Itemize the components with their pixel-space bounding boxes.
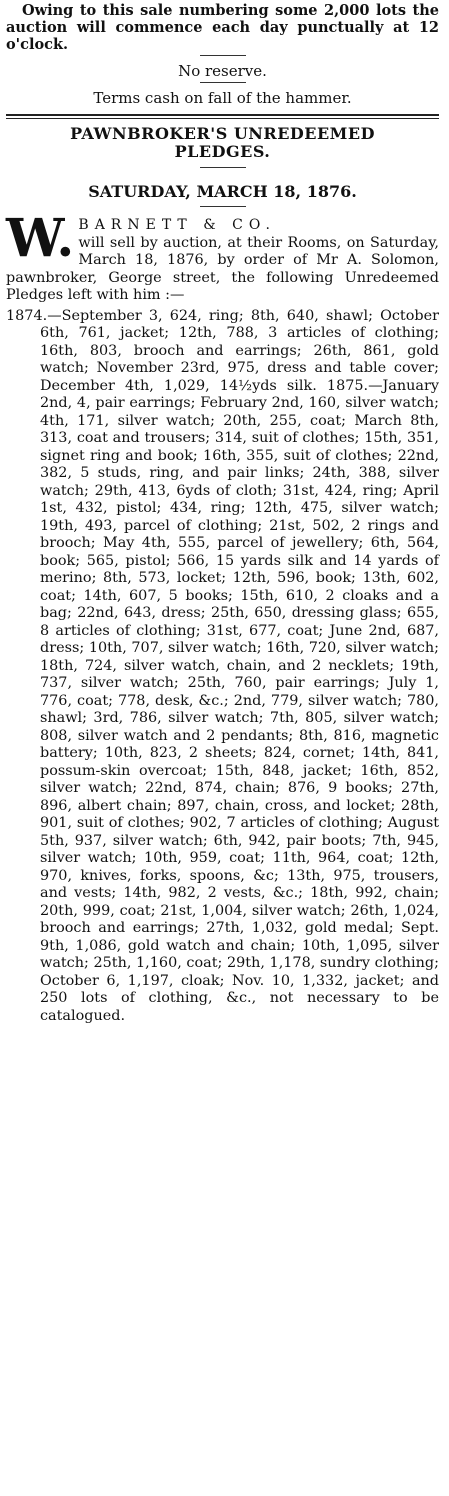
dropcap-letter: W. <box>6 208 75 269</box>
short-rule-4 <box>200 206 246 207</box>
lead-text: will sell by auction, at their Rooms, on Saturday, March 18, 1876, by order of Mr A. Solomon, pawnbroker, George street, the following Unredeemed Pledges left with him :— <box>6 234 439 303</box>
terms-line: Terms cash on fall of the hammer. <box>93 89 352 107</box>
lead-paragraph <box>6 208 439 305</box>
short-rule-1 <box>200 55 246 56</box>
short-rule-3 <box>200 167 246 168</box>
section-rule-thin <box>6 118 439 119</box>
intro-paragraph: Owing to this sale numbering some 2,000 lots the auction will commence each day punctually at 12 o'clock. <box>6 2 439 53</box>
sale-date-heading: SATURDAY, MARCH 18, 1876. <box>88 182 357 201</box>
section-rule-thick <box>6 114 439 116</box>
short-rule-2 <box>200 82 246 83</box>
pledge-list: 1874.—September 3, 624, ring; 8th, 640, shawl; October 6th, 761, jacket; 12th, 788, 3 articles of clothing; 16th, 803, brooch and earrings; 26th, 861, gold watch; November 23rd, 975, dress and table cover; December 4th, 1,029, 14½yds silk. 1875.—January 2nd, 4, pair earrings; February 2nd, 160, silver watch; 4th, 171, silver watch; 20th, 255, coat; March 8th, 313, coat and trousers; 314, suit of clothes; 15th, 351, signet ring and book; 16th, 355, suit of clothes; 22nd, 382, 5 studs, ring, and pair links; 24th, 388, silver watch; 29th, 413, 6yds of cloth; 31st, 424, ring; April 1st, 432, pistol; 434, ring; 12th, 475, silver watch; 19th, 493, parcel of clothing; 21st, 502, 2 rings and brooch; May 4th, 555, parcel of jewellery; 6th, 564, book; 565, pistol; 566, 15 yards silk and 14 yards of merino; 8th, 573, locket; 12th, 596, book; 13th, 602, coat; 14th, 607, 5 books; 15th, 610, 2 cloaks and a bag; 22nd, 643, dress; 25th, 650, dressing glass; 655, 8 articles of clothing; 31st, 677, coat; June 2nd, 687, dress; 10th, 707, silver watch; 16th, 720, silver watch; 18th, 724, silver watch, chain, and 2 necklets; 19th, 737, silver watch; 25th, 760, pair earrings; July 1, 776, coat; 778, desk, &c.; 2nd, 779, silver watch; 780, shawl; 3rd, 786, silver watch; 7th, 805, silver watch; 808, silver watch and 2 pendants; 8th, 816, magnetic battery; 10th, 823, 2 sheets; 824, cornet; 14th, 841, possum-skin overcoat; 15th, 848, jacket; 16th, 852, silver watch; 22nd, 874, chain; 876, 9 books; 27th, 896, albert chain; 897, chain, cross, and locket; 28th, 901, suit of clothes; 902, 7 articles of clothing; August 5th, 937, silver watch; 6th, 942, pair boots; 7th, 945, silver watch; 10th, 959, coat; 11th, 964, coat; 12th, 970, knives, forks, spoons, &c; 13th, 975, trousers, and vests; 14th, 982, 2 vests, &c.; 18th, 992, chain; 20th, 999, coat; 21st, 1,004, silver watch; 26th, 1,024, brooch and earrings; 27th, 1,032, gold medal; Sept. 9th, 1,086, gold watch and chain; 10th, 1,095, silver watch; 25th, 1,160, coat; 29th, 1,178, sundry clothing; October 6, 1,197, cloak; Nov. 10, 1,332, jacket; and 250 lots of clothing, &c., not necessary to be catalogued. <box>6 307 439 1024</box>
advert-headline: PAWNBROKER'S UNREDEEMED PLEDGES. <box>70 124 375 161</box>
firm-name: BARNETT & CO. <box>78 217 276 233</box>
no-reserve-line: No reserve. <box>178 62 267 80</box>
